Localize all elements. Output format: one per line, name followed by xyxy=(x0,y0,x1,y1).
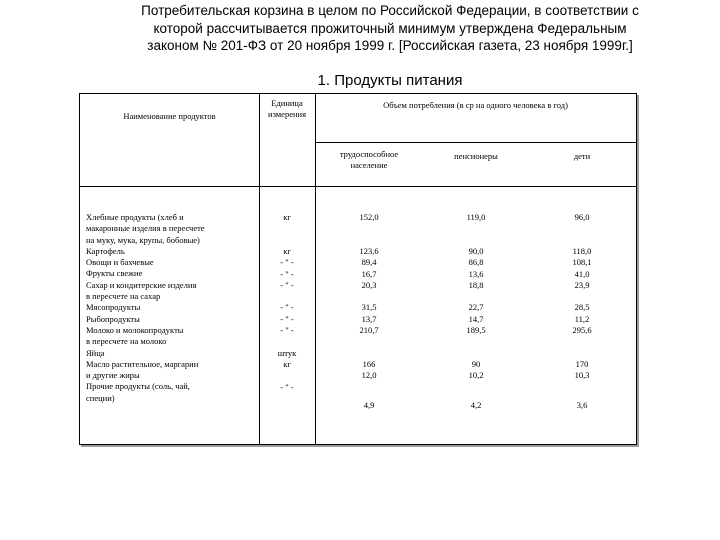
header-product-name: Наименование продуктов xyxy=(123,111,216,121)
working-value-cell: 123,6 xyxy=(359,245,379,256)
product-name-line: Молоко и молокопродукты xyxy=(86,324,184,335)
product-name-line: Хлебные продукты (хлеб и xyxy=(86,212,184,222)
working-value-cell: 12,0 xyxy=(361,370,377,381)
intro-line: законом № 201-ФЗ от 20 ноября 1999 г. [Российская газета, 23 ноября 1999г.] xyxy=(147,38,633,53)
unit-cell: - " - xyxy=(280,268,294,279)
header-pensioners: пенсионеры xyxy=(454,151,498,161)
working-value-cell: 166 xyxy=(362,358,376,369)
unit-cell: - " - xyxy=(280,302,294,313)
pensioners-value-cell: 90,0 xyxy=(468,245,484,256)
header-working-population xyxy=(315,149,423,172)
product-name-line: Яйца xyxy=(86,347,105,358)
unit-cell: кг xyxy=(283,358,291,369)
pensioners-value-cell: 14,7 xyxy=(468,313,484,324)
children-value-cell: 3,6 xyxy=(576,399,588,410)
children-value-cell: 10,3 xyxy=(574,370,590,381)
unit-cell: штук xyxy=(277,347,297,358)
header-working-line: трудоспособное xyxy=(339,149,399,159)
working-value-cell: 152,0 xyxy=(359,212,379,222)
children-value-cell: 28,5 xyxy=(574,302,590,313)
header-unit xyxy=(259,98,315,121)
working-value-cell: 16,7 xyxy=(361,268,377,279)
children-value-cell: 41,0 xyxy=(574,268,590,279)
unit-cell: - " - xyxy=(280,279,294,290)
working-value-cell: 4,9 xyxy=(363,399,375,410)
product-name-line: Сахар и кондитерские изделия xyxy=(86,279,197,290)
product-names-column xyxy=(86,212,256,404)
header-children: дети xyxy=(573,151,591,161)
product-name-line: в пересчете на сахар xyxy=(86,291,161,302)
product-name-line: Масло растительное, маргарин xyxy=(86,358,199,369)
pensioners-value-cell: 13,6 xyxy=(468,268,484,279)
working-value-cell: 210,7 xyxy=(359,325,379,335)
unit-cell: - " - xyxy=(280,257,294,268)
children-value-cell: 108,1 xyxy=(572,257,592,268)
pensioners-value-cell: 10,2 xyxy=(468,370,484,381)
product-name-line: Прочие продукты (соль, чай, xyxy=(86,381,190,392)
working-value-cell: 13,7 xyxy=(361,313,377,324)
pensioners-value-cell: 86,8 xyxy=(468,257,484,268)
header-divider xyxy=(315,142,636,143)
working-value-cell: 20,3 xyxy=(361,279,377,290)
product-name-line: макаронные изделия в пересчете xyxy=(86,223,205,234)
unit-cell: - " - xyxy=(280,313,294,324)
working-value-cell: 31,5 xyxy=(361,302,377,313)
product-name-line: Картофель xyxy=(86,245,125,256)
product-name-line: на муку, мука, крупы, бобовые) xyxy=(86,234,200,245)
pensioners-value-cell: 18,8 xyxy=(468,279,484,290)
children-value-cell: 170 xyxy=(575,358,589,369)
product-name-line: специи) xyxy=(86,392,115,403)
header-unit-line: Единица xyxy=(271,98,303,108)
unit-cell: - " - xyxy=(280,325,294,335)
product-name-line: Рыбопродукты xyxy=(86,313,140,324)
intro-text xyxy=(120,2,660,55)
product-name-line: Мясопродукты xyxy=(86,302,141,313)
children-value-cell: 295,6 xyxy=(572,325,592,335)
children-value-cell: 118,0 xyxy=(572,245,592,256)
product-name-line: в пересчете на молоко xyxy=(86,336,167,347)
header-bottom-border xyxy=(80,186,636,187)
header-unit-line: измерения xyxy=(268,109,306,120)
pensioners-value-cell: 4,2 xyxy=(470,399,482,410)
product-name-line: Овощи и бахчевые xyxy=(86,257,154,268)
header-working-line: население xyxy=(350,160,388,171)
pensioners-value-cell: 119,0 xyxy=(466,212,486,222)
header-consumption: Объем потребления (в ср на одного человека в год) xyxy=(383,100,568,110)
product-name-line: Фрукты свежие xyxy=(86,268,143,279)
children-value-cell: 11,2 xyxy=(574,313,590,324)
food-basket-table xyxy=(79,93,637,445)
unit-cell: - " - xyxy=(280,381,294,392)
children-value-cell: 96,0 xyxy=(574,212,590,222)
intro-line: которой рассчитывается прожиточный минимум утверждена Федеральным xyxy=(153,20,627,36)
pensioners-value-cell: 189,5 xyxy=(466,325,486,335)
product-name-line: и другие жиры xyxy=(86,370,140,381)
unit-cell: кг xyxy=(283,212,291,222)
working-value-cell: 89,4 xyxy=(361,257,377,268)
intro-line: Потребительская корзина в целом по Российской Федерации, в соответствии с xyxy=(141,3,639,18)
section-title: 1. Продукты питания xyxy=(317,72,463,89)
pensioners-value-cell: 22,7 xyxy=(468,302,484,313)
pensioners-value-cell: 90 xyxy=(471,358,481,369)
children-value-cell: 23,9 xyxy=(574,279,590,290)
unit-cell: кг xyxy=(283,245,291,256)
